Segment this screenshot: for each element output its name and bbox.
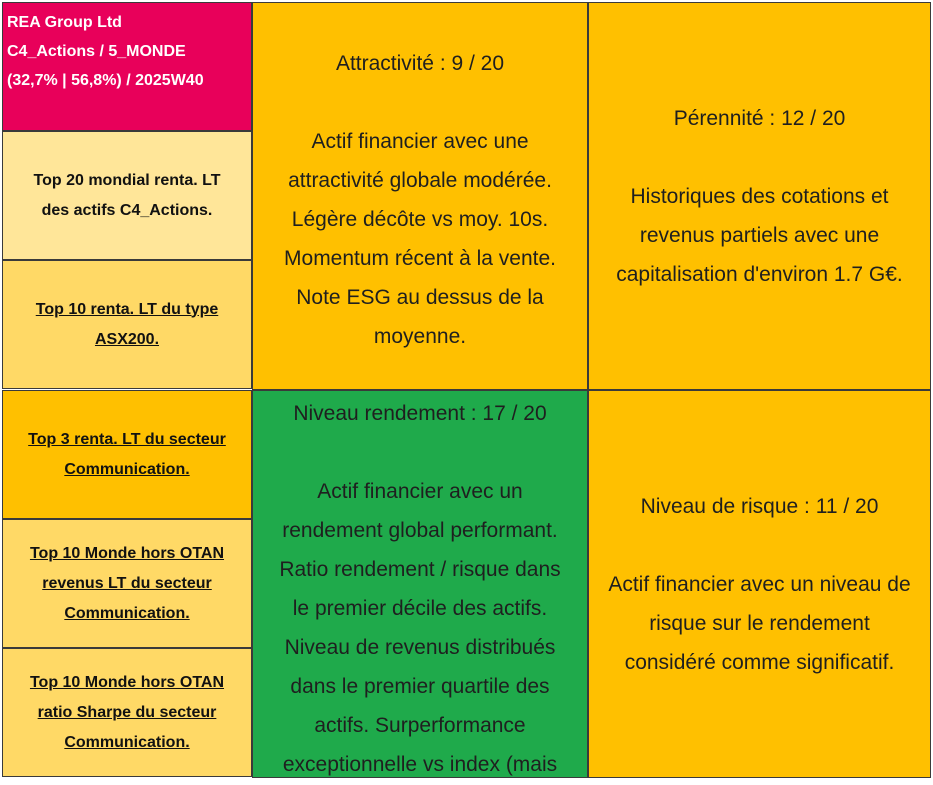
rendement-line: Niveau de revenus distribués [284,636,556,659]
ranking-line: Top 10 renta. LT du type [35,300,219,318]
ranking-line: Communication. [64,460,190,478]
rendement-cell [252,390,588,778]
asset-name: REA Group Ltd [7,14,122,31]
ranking-line: Top 10 Monde hors OTAN [29,673,225,691]
ranking-line: revenus LT du secteur [42,574,212,592]
attractivite-line: attractivité globale modérée. [288,169,552,192]
attractivite-line: Note ESG au dessus de la [296,286,544,309]
ranking-line: des actifs C4_Actions. [41,201,213,219]
ranking-cell-sharpe [2,648,252,777]
ranking-line: Top 10 Monde hors OTAN [29,544,225,562]
perennite-line: revenus partiels avec une [639,223,880,247]
perennite-line: capitalisation d'environ 1.7 G€. [616,262,903,286]
risque-line: risque sur le rendement [649,611,870,635]
ranking-cell-revenus [2,519,252,648]
ranking-cell-type [2,260,252,389]
ranking-line: Top 20 mondial renta. LT [33,171,221,189]
risque-line: Actif financier avec un niveau de [608,572,911,596]
asset-header-cell [2,2,252,131]
rendement-line: exceptionnelle vs index (mais [282,753,558,776]
attractivite-cell [252,2,588,390]
perennite-cell [588,2,931,390]
ranking-line: Communication. [64,733,190,751]
rendement-line: rendement global performant. [282,519,558,542]
asset-ratios: (32,7% | 56,8%) / 2025W40 [7,72,204,89]
ranking-cell-global [2,131,252,260]
rendement-line: dans le premier quartile des [290,675,550,698]
attractivite-title: Attractivité : 9 / 20 [335,52,505,75]
rendement-title: Niveau rendement : 17 / 20 [293,402,547,425]
risque-line: considéré comme significatif. [624,650,895,674]
ranking-line: Top 3 renta. LT du secteur [28,430,226,448]
ranking-line: ratio Sharpe du secteur [37,703,217,721]
attractivite-line: Actif financier avec une [311,130,529,153]
attractivite-line: Momentum récent à la vente. [284,247,556,270]
rendement-line: le premier décile des actifs. [292,597,548,620]
ranking-cell-sector [2,390,252,519]
rendement-line: Actif financier avec un [317,480,523,503]
perennite-title: Pérennité : 12 / 20 [673,106,846,130]
rendement-line: actifs. Surperformance [314,714,526,737]
perennite-line: Historiques des cotations et [630,184,889,208]
risque-title: Niveau de risque : 11 / 20 [640,494,879,518]
risque-cell [588,390,931,778]
ranking-line: ASX200. [94,330,160,348]
asset-category: C4_Actions / 5_MONDE [7,43,186,60]
attractivite-line: Légère décôte vs moy. 10s. [291,208,549,231]
attractivite-line: moyenne. [373,325,467,348]
rendement-line: Ratio rendement / risque dans [279,558,561,581]
ranking-line: Communication. [64,604,190,622]
